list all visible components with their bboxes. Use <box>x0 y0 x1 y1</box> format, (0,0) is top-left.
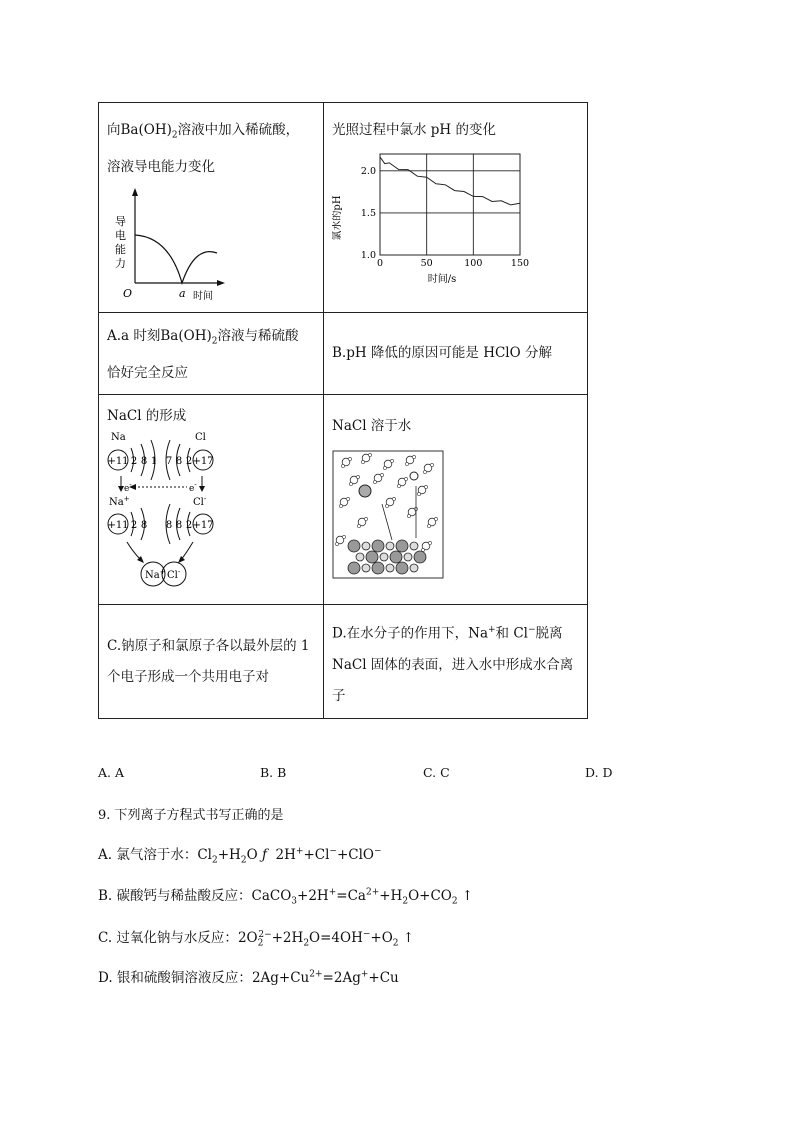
water-hydrogen <box>368 453 371 456</box>
water-hydrogen <box>335 542 338 545</box>
lattice-sodium-ion <box>386 542 394 550</box>
nacl-dissolve-title: NaCl 溶于水 <box>332 418 412 434</box>
water-hydrogen <box>407 514 410 517</box>
option-c-text-1: C.钠原子和氯原子各以最外层的 1 <box>107 638 310 654</box>
ph-ytick-label: 2.0 <box>360 165 376 177</box>
lattice-chloride-ion <box>372 540 384 552</box>
cell-nacl-dissolve <box>324 395 588 605</box>
na-ion-nucleus: +11 <box>107 520 129 531</box>
comparison-table <box>98 102 588 719</box>
water-hydrogen <box>397 484 400 487</box>
water-hydrogen <box>349 482 352 485</box>
lattice-sodium-ion <box>410 542 418 550</box>
na-ion-shell-1: 2 <box>130 520 138 531</box>
cell-option-c <box>99 605 324 719</box>
lattice-sodium-ion <box>404 553 412 561</box>
cl-ion-shell-2: 8 <box>175 520 183 531</box>
cell-conductivity <box>99 103 324 313</box>
graph-ylabel-1: 导 <box>115 214 126 228</box>
nacl-formation-title: NaCl 的形成 <box>107 408 187 424</box>
lattice-chloride-ion <box>366 551 378 563</box>
water-hydrogen <box>412 455 415 458</box>
water-hydrogen <box>428 541 431 544</box>
lattice-chloride-ion <box>396 540 408 552</box>
option-b-text: B.pH 降低的原因可能是 HClO 分解 <box>332 345 552 361</box>
question-9-option-c[interactable]: C. 过氧化钠与水反应：$2O_2^{2-}+2H_2O=4OH^-+O_2$ ↑ <box>98 929 415 949</box>
graph-point-a: a <box>179 286 186 300</box>
cl-nucleus: +17 <box>192 456 214 467</box>
cl-atom-label: Cl <box>195 432 206 443</box>
water-hydrogen <box>423 470 426 473</box>
option-a-text-1: A.a 时刻$Ba(OH)_2$溶液与稀硫酸 <box>107 328 299 347</box>
lattice-chloride-ion <box>396 562 408 574</box>
water-hydrogen <box>339 504 342 507</box>
cl-shell-1: 7 <box>165 456 173 467</box>
cell-option-b <box>324 313 588 395</box>
lattice-sodium-ion <box>380 553 388 561</box>
question-9-stem: 9. 下列离子方程式书写正确的是 <box>98 808 284 823</box>
na-shell-1: 2 <box>130 456 138 467</box>
pair-cl: Cl- <box>167 568 181 581</box>
water-hydrogen <box>346 497 349 500</box>
lattice-chloride-ion <box>372 562 384 574</box>
graph-xlabel: 时间 <box>193 290 213 300</box>
question-9-option-d[interactable]: D. 银和硫酸铜溶液反应：$2Ag+Cu^{2+}=2Ag^++Cu$ <box>98 969 399 986</box>
cell-option-a <box>99 313 324 395</box>
ph-xtick-label: 0 <box>376 258 384 269</box>
water-hydrogen <box>364 517 367 520</box>
cl-ion-shell-3: 2 <box>185 520 193 531</box>
water-hydrogen <box>417 492 420 495</box>
lattice-chloride-ion <box>414 551 426 563</box>
option-a-text-2: 恰好完全反应 <box>107 364 188 381</box>
question-9-option-a[interactable]: A. 氯气溶于水：$Cl_2+H_2O$ ƒ 2H++Cl−+ClO− <box>98 846 382 866</box>
electron-right: e- <box>189 481 197 494</box>
na-atom-label: Na <box>111 432 126 443</box>
conductivity-text-2: 溶液导电能力变化 <box>107 158 215 175</box>
na-ion-label: Na+ <box>109 495 130 508</box>
option-d-text-1: D.在水分子的作用下，Na+和 Cl−脱离 <box>332 625 563 642</box>
option-d-text-2: NaCl 固体的表面，进入水中形成水合离 <box>332 656 574 673</box>
answer-option-c[interactable]: C. C <box>423 765 450 780</box>
na-shell-2: 8 <box>140 456 148 467</box>
cell-nacl-formation <box>99 395 324 605</box>
ph-series-line <box>380 157 520 205</box>
pair-na: Na+ <box>145 568 166 581</box>
water-hydrogen <box>341 464 344 467</box>
ph-xtick-label: 50 <box>420 258 433 269</box>
water-hydrogen <box>356 475 359 478</box>
option-c-text-2: 个电子形成一个共用电子对 <box>107 669 269 685</box>
lattice-sodium-ion <box>410 564 418 572</box>
ph-xlabel: 时间/s <box>427 274 457 285</box>
option-d-text-3: 子 <box>332 687 346 704</box>
water-hydrogen <box>361 460 364 463</box>
water-hydrogen <box>427 524 430 527</box>
question-9-option-b[interactable]: B. 碳酸钙与稀盐酸反应：$CaCO_3+2H^+=Ca^{2+}+H_2O+CO_2$ ↑ <box>98 887 474 907</box>
answer-option-d[interactable]: D. D <box>585 765 613 780</box>
water-hydrogen <box>424 485 427 488</box>
graph-ylabel-3: 能 <box>115 242 126 256</box>
ph-title: 光照过程中氯水 pH 的变化 <box>332 122 496 138</box>
lattice-sodium-ion <box>362 542 370 550</box>
electron-left: e- <box>124 481 132 494</box>
ph-chart <box>332 140 532 285</box>
water-hydrogen <box>373 480 376 483</box>
water-hydrogen <box>430 463 433 466</box>
cl-ion-nucleus: +17 <box>192 520 214 531</box>
na-nucleus: +11 <box>107 456 129 467</box>
hydrated-chloride-ion <box>359 485 371 497</box>
water-hydrogen <box>390 459 393 462</box>
water-hydrogen <box>348 457 351 460</box>
graph-ylabel-4: 力 <box>115 256 126 270</box>
lattice-sodium-ion <box>386 564 394 572</box>
ph-ytick-label: 1.5 <box>360 207 376 219</box>
lattice-chloride-ion <box>390 551 402 563</box>
ph-ytick-label: 1.0 <box>360 250 376 261</box>
water-hydrogen <box>380 473 383 476</box>
conductivity-graph <box>107 185 307 300</box>
water-hydrogen <box>383 466 386 469</box>
answer-option-b[interactable]: B. B <box>260 765 287 780</box>
graph-ylabel-2: 电 <box>115 228 126 242</box>
lattice-sodium-ion <box>356 553 364 561</box>
hydrated-sodium-ion <box>410 472 418 480</box>
cell-option-d <box>324 605 588 719</box>
na-shell-3: 1 <box>150 456 158 467</box>
water-hydrogen <box>434 517 437 520</box>
ph-xtick-label: 150 <box>510 258 530 269</box>
nacl-formation-diagram <box>107 430 217 590</box>
water-hydrogen <box>405 462 408 465</box>
cell-ph-chart <box>324 103 588 313</box>
cl-shell-2: 8 <box>175 456 183 467</box>
na-ion-shell-2: 8 <box>140 520 148 531</box>
water-hydrogen <box>342 535 345 538</box>
lattice-chloride-ion <box>348 540 360 552</box>
lattice-chloride-ion <box>348 562 360 574</box>
water-hydrogen <box>404 477 407 480</box>
cl-ion-shell-1: 8 <box>165 520 173 531</box>
nacl-dissolve-diagram <box>332 450 444 580</box>
answer-option-a[interactable]: A. A <box>98 765 125 780</box>
water-hydrogen <box>357 524 360 527</box>
ph-ylabel: 氯水的pH <box>332 195 343 241</box>
cl-shell-3: 2 <box>185 456 193 467</box>
conductivity-text-1: 向$Ba(OH)_2$溶液中加入稀硫酸， <box>107 122 300 141</box>
lattice-sodium-ion <box>362 564 370 572</box>
graph-origin: O <box>123 286 133 300</box>
ph-xtick-label: 100 <box>464 258 483 269</box>
cl-ion-label: Cl- <box>193 495 207 508</box>
water-hydrogen <box>392 497 395 500</box>
water-hydrogen <box>385 504 388 507</box>
